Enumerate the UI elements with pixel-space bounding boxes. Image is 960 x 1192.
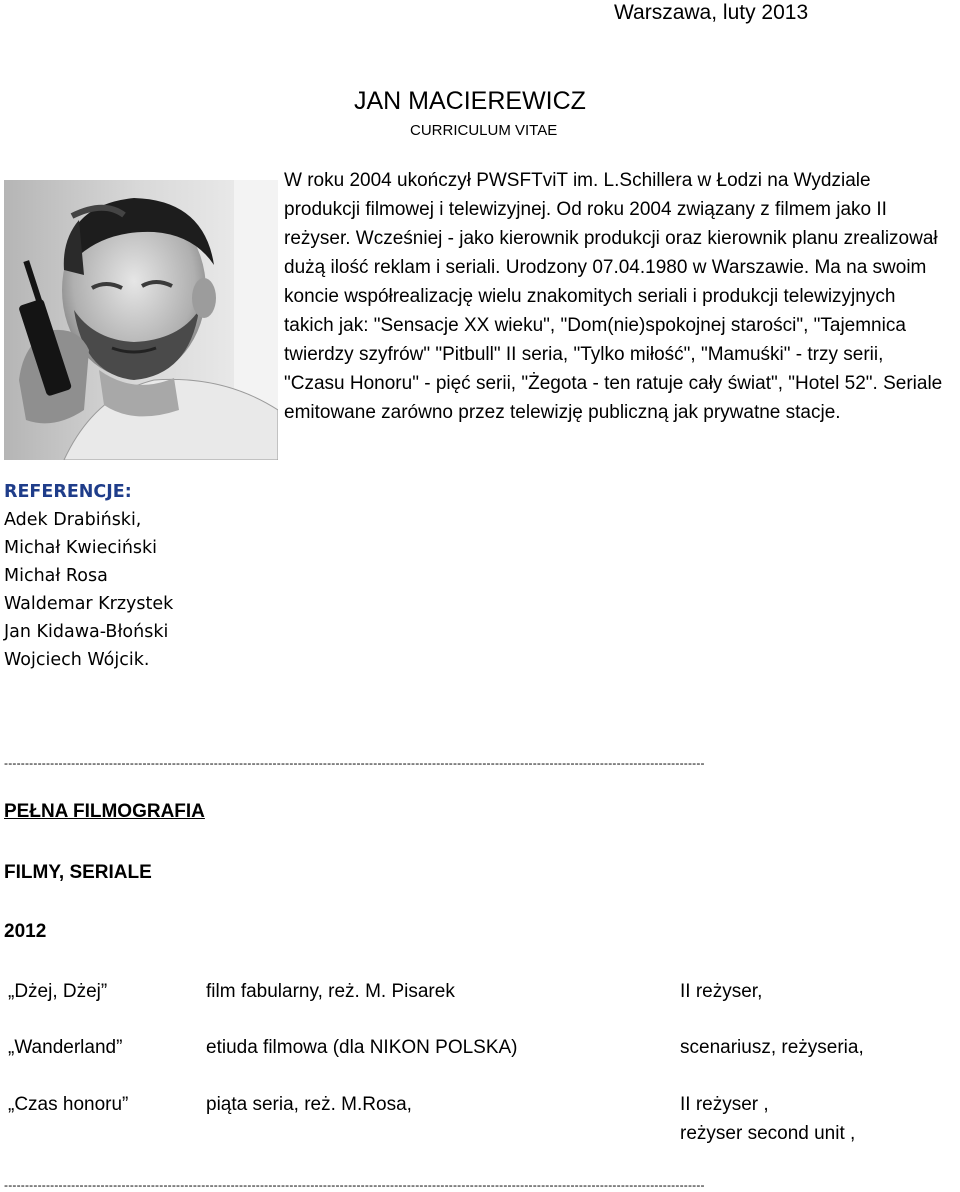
filmography-year: 2012 <box>4 921 47 942</box>
filmography-section-heading: FILMY, SERIALE <box>4 862 152 883</box>
cv-subtitle: CURRICULUM VITAE <box>410 122 558 139</box>
biography-paragraph: W roku 2004 ukończył PWSFTviT im. L.Schillera w Łodzi na Wydziale produkcji filmowej i telewizyjnej. Od roku 2004 związany z filmem jako II reżyser. Wcześniej - jako kierownik produkcji oraz kierownik planu zrealizował dużą ilość reklam i seriali. Urodzony 07.04.1980 w Warszawie. Ma na swoim koncie współrealizację wielu znakomitych seriali i produkcji telewizyjnych takich jak: "Sensacje XX wieku", "Dom(nie)spokojnej starości", "Tajemnica twierdzy szyfrów" "Pitbull" II seria, "Tylko miłość", "Mamuśki" - trzy serii, "Czasu Honoru" - pięć serii, "Żegota - ten ratuje cały świat", "Hotel 52". Seriale emitowane zarówno przez telewizję publiczną jak prywatne stacje. <box>284 170 943 423</box>
film-entry <box>0 1091 960 1151</box>
filmography-heading: PEŁNA FILMOGRAFIA <box>4 801 205 822</box>
separator-line-bottom: ----------------------------------------------------------------------------------------------------------------------------------------------------------------------- <box>4 1178 705 1192</box>
reference-name: Wojciech Wójcik. <box>4 650 150 670</box>
separator-line: ----------------------------------------------------------------------------------------------------------------------------------------------------------------------- <box>4 756 705 770</box>
film-description: piąta seria, reż. M.Rosa, <box>206 1094 412 1115</box>
cv-name: JAN MACIEREWICZ <box>354 87 586 115</box>
document-date: Warszawa, luty 2013 <box>614 1 809 24</box>
film-role: II reżyser , <box>680 1094 769 1115</box>
film-description: film fabularny, reż. M. Pisarek <box>206 981 455 1002</box>
reference-name: Michał Rosa <box>4 566 108 586</box>
reference-name: Michał Kwieciński <box>4 538 158 558</box>
portrait-photo-image <box>4 180 278 460</box>
biography-text <box>284 166 946 427</box>
film-entry <box>0 1034 960 1094</box>
reference-name: Adek Drabiński, <box>4 510 142 530</box>
references-heading: REFERENCJE: <box>4 482 132 502</box>
reference-name: Waldemar Krzystek <box>4 594 174 614</box>
film-title: „Czas honoru” <box>8 1094 129 1115</box>
film-title: „Dżej, Dżej” <box>8 981 108 1002</box>
references-section <box>4 478 173 674</box>
film-role-extra: reżyser second unit , <box>680 1123 856 1144</box>
portrait-photo <box>4 180 278 460</box>
film-entry <box>0 978 960 1038</box>
film-role: scenariusz, reżyseria, <box>680 1037 864 1058</box>
film-title: „Wanderland” <box>8 1037 123 1058</box>
film-role: II reżyser, <box>680 981 763 1002</box>
reference-name: Jan Kidawa-Błoński <box>4 622 169 642</box>
film-description: etiuda filmowa (dla NIKON POLSKA) <box>206 1037 518 1058</box>
